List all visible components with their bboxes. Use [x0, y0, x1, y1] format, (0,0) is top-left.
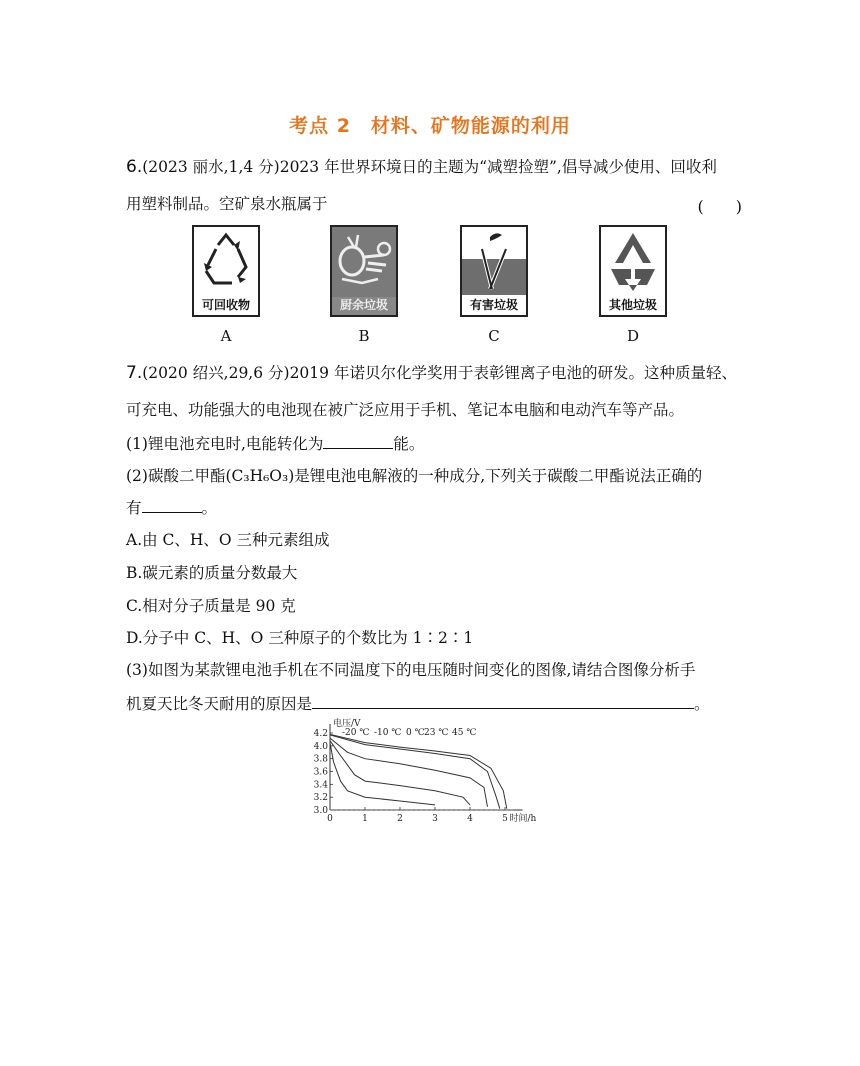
question-7-part3-line1: (3)如图为某款锂电池手机在不同温度下的电压随时间变化的图像,请结合图像分析手 — [126, 661, 696, 679]
part3-text: 机夏天比冬天耐用的原因是 — [126, 695, 313, 713]
y-tick-label: 3.0 — [313, 806, 328, 816]
series-label-4: 45 ℃ — [452, 728, 477, 738]
part1-answer-blank[interactable] — [323, 434, 393, 449]
option-b-label: 厨余垃圾 — [339, 298, 388, 312]
y-tick-label: 3.6 — [313, 767, 328, 778]
x-axis-label: 时间/h — [509, 814, 537, 824]
x-tick-label: 5 — [502, 814, 508, 824]
x-tick-label: 1 — [362, 814, 368, 824]
series-line-3 — [330, 735, 500, 809]
option-a-card[interactable] — [192, 225, 260, 317]
series-label-3: 23 ℃ — [424, 728, 449, 738]
option-c-label: 有害垃圾 — [469, 298, 518, 312]
part2-answer-blank[interactable] — [142, 498, 202, 513]
part1-text: (1)锂电池充电时,电能转化为 — [126, 435, 324, 453]
option-b-card[interactable] — [330, 225, 398, 317]
x-tick-label: 0 — [327, 814, 333, 824]
question-7-part3-line2 — [126, 694, 710, 714]
y-tick-label: 3.2 — [313, 793, 328, 804]
y-tick-label: 4.2 — [313, 729, 328, 739]
choice-c: C.相对分子质量是 90 克 — [126, 597, 296, 615]
question-6-text1: (2023 丽水,1,4 分)2023 年世界环境日的主题为“减塑捡塑”,倡导减少使用、回收利 — [142, 158, 717, 176]
question-6-line1 — [126, 157, 717, 177]
question-7-line1 — [126, 363, 737, 383]
question-7-line2: 可充电、功能强大的电池现在被广泛应用于手机、笔记本电脑和电动汽车等产品。 — [126, 401, 685, 419]
question-7-number: 7. — [126, 363, 143, 383]
part3-suffix: 。 — [694, 695, 710, 713]
y-tick-label: 4.0 — [313, 741, 328, 752]
y-tick-label: 3.8 — [313, 754, 328, 765]
option-d-letter: D — [626, 327, 640, 345]
x-tick-label: 3 — [432, 814, 438, 824]
answer-parentheses: ( ) — [697, 197, 742, 216]
hazardous-waste-icon — [462, 227, 526, 297]
option-c-card[interactable] — [460, 225, 528, 317]
choice-b: B.碳元素的质量分数最大 — [126, 564, 298, 582]
y-tick-label: 3.4 — [313, 780, 328, 791]
option-d-label: 其他垃圾 — [608, 298, 657, 312]
food-waste-icon — [332, 227, 396, 297]
question-7-part2-line2 — [126, 498, 217, 518]
option-a-label: 可回收物 — [201, 298, 250, 312]
series-label-0: -20 ℃ — [342, 728, 370, 738]
series-label-2: 0 ℃ — [406, 728, 425, 738]
part2-suffix: 。 — [201, 499, 218, 517]
question-6-line2: 用塑料制品。空矿泉水瓶属于 — [126, 195, 328, 213]
option-d-card[interactable] — [599, 225, 667, 317]
question-7-text1: (2020 绍兴,29,6 分)2019 年诺贝尔化学奖用于表彰锂离子电池的研发。这种质量轻、 — [142, 364, 737, 382]
question-6-number: 6. — [126, 157, 143, 177]
question-7-part1 — [126, 434, 424, 454]
recycle-icon — [194, 227, 258, 297]
x-tick-label: 2 — [397, 814, 403, 824]
other-waste-icon — [601, 227, 665, 297]
option-a-letter: A — [220, 327, 232, 345]
choice-d: D.分子中 C、H、O 三种原子的个数比为 1∶2∶1 — [126, 629, 474, 647]
part2-text: 有 — [126, 499, 142, 517]
question-7-part2-line1: (2)碳酸二甲酯(C₃H₆O₃)是锂电池电解液的一种成分,下列关于碳酸二甲酯说法正确的 — [126, 467, 703, 485]
x-tick-label: 4 — [467, 814, 473, 824]
series-line-4 — [330, 734, 507, 808]
option-c-letter: C — [488, 327, 500, 345]
voltage-time-chart — [300, 718, 560, 830]
series-label-1: -10 ℃ — [374, 728, 402, 738]
choice-a: A.由 C、H、O 三种元素组成 — [126, 531, 330, 549]
section-title: 考点 2 材料、矿物能源的利用 — [289, 115, 571, 137]
option-b-letter: B — [358, 327, 370, 345]
part1-suffix: 能。 — [393, 435, 425, 453]
y-axis-label: 电压/V — [333, 719, 361, 729]
part3-answer-blank[interactable] — [312, 694, 694, 709]
